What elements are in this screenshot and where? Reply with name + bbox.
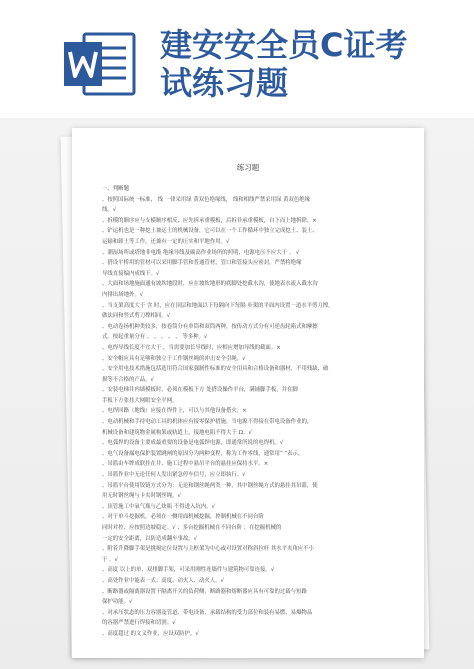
document-line: 、安全帽应具有足够和独立于工作钢丝绳的冲击安全引绳。√ xyxy=(102,355,246,362)
document-line: 、大面和场地施面通有坡坎地段时，应在坡坎地形的底脚处挖截水沟，使地表水流入截水沟 xyxy=(102,281,318,288)
document-line: 、安全用电技术措施包括选用符合国家强制性标准的安全用具和合格设备和器材，不用残缺、破 xyxy=(102,366,329,373)
document-line: 、电焊回路（地线）应接在焊件上，可以与其他设备搭火。× xyxy=(102,408,247,415)
document-line: 、对于单斗挖掘机，必须在一侧用面机械挖掘，控制机械在不同台阶 xyxy=(102,514,264,521)
document-line: 、铲运机也是一种挖土兼运土的机械设备，它可以在一个工作循环中独立完成挖土、装土、 xyxy=(102,228,318,235)
document-line: 内排出场地外。√ xyxy=(102,291,144,298)
document-line: 、附着升降脚手架是挑揭定位设置与主框架为中心或对设置对称斜拉杆 其水平夹角应不小 xyxy=(102,546,314,553)
document-line: 一定的安全距离，以防造成翻车事故。√ xyxy=(102,535,198,542)
document-line: 保护功能。√ xyxy=(102,599,133,606)
document-line: 机械设备和建筑物金属构架或轨道上，接地电阻不得大于 Ω。√ xyxy=(102,429,252,436)
document-line: 式。按起重量分有 、 、 、 、 、 等多种。√ xyxy=(102,334,208,341)
document-line: 、电气设备漏电保护装置跳闸的原因分为两种变程，称为工作零线，通常用“ ”表示。 xyxy=(102,450,304,457)
document-line: 、电动机械和手持电动工具的机体应有接零保护措施，当电源不得接在带电设备作业的， xyxy=(102,419,313,426)
document-line: 、吊篮作业中无论任何人发出紧急停车信号，应立即执行。√ xyxy=(102,472,246,479)
document-line: 导线直接编内成线下。√ xyxy=(102,270,160,277)
document-line: 、按照国际统一标准， 线 一律采用绿 黄双色绝缘线， 线和相线严禁采用绿 黄双色绝缘 xyxy=(102,196,311,203)
document-line: 、潮湿场所或塔地非电缆 绝缘导线及碳高作业场所的照明，电源电压不应大于 。 √ xyxy=(102,249,300,256)
document-line: 、拆模的顺序应与支模顺序相反，应先拆承重模板，后拆非承重模板，自下而上地拆除。× xyxy=(102,217,317,224)
document-line: 、电动卷扬机种类较多，按卷筒分有单筒和双筒两种，按传动方式分有可逆齿轮箱式和摩擦 xyxy=(102,323,318,330)
document-page xyxy=(72,128,424,658)
document-line: 手板下方张挂大网眼安全平网。 xyxy=(102,397,178,404)
page-title: 练习题 xyxy=(236,163,260,172)
document-line: 、搭设平桥用的管材可以采用脚手管和普通管材，管口和管接头应密封，严禁将绝缘 xyxy=(102,260,302,267)
document-line: 、吊篮由车牌成联挂在井、施工过程中悬吊平台的悬挂应保持水平。× xyxy=(102,461,269,468)
document-line: 运输和卸土等工作，还兼有一定的压实和平地作用。√ xyxy=(102,238,230,245)
document-line: 损等不合格的产品。√ xyxy=(102,376,154,383)
document-line: 、当支架高度大于 含 时，应在顶层和地面以下每隔向下每隔 步架的平面内设置一道水平剪刀撑， xyxy=(102,302,334,309)
document-line: 、高度 以上的单、双排脚手架，可采用刚性连墙件与建筑物可靠连接。√ xyxy=(102,567,275,574)
section-heading: 一、判断题 xyxy=(102,186,129,192)
document-body xyxy=(102,184,402,640)
document-line: 、电焊导线长度不宜大于 ，当需要加长导线时，应相应增加导线的截面。× xyxy=(102,344,281,351)
document-line: 线。√ xyxy=(102,207,117,214)
document-line: 、高处作业中能表一式：高度、动火人、动火人。√ xyxy=(102,577,225,584)
word-document-icon xyxy=(62,30,138,98)
document-line: 的容器严禁进行焊接和切割。√ xyxy=(102,620,176,627)
document-line: 用无时钢丝绳与卡夹时钢丝绳。√ xyxy=(102,493,181,500)
document-line: 做法同和竖式剪刀撑相同。√ xyxy=(102,313,171,320)
document-line: 、吊篮平台使用铰链方式分为：无论和钢丝绳两类一种，其中钢丝绳方式的悬挂其吊篮，使 xyxy=(102,482,318,489)
document-line: 、断路器或隔离器设置于隔离开关的负荷侧，断路器和熔断器应具有可靠的过载与短路 xyxy=(102,588,307,595)
document-line: 、对承压状态的压力容器及管道、带电设备、承载结构的受力部位和装有易燃、易爆物品 xyxy=(102,609,313,616)
document-line: 、顶管施工中氧气瓶与乙炔瓶 不得进入坑内。√ xyxy=(102,503,215,510)
document-line: 、高度超过 的文义作业，应设双防护。√ xyxy=(102,630,199,637)
document-title-line-1: 建安安全员C证考 xyxy=(160,26,408,64)
document-line: 同时对控，应按照边坡稳定。√ ；多台挖掘机械在不同台阶 ；在挖掘机械的 xyxy=(102,525,282,531)
document-title-line-2: 试练习题 xyxy=(160,64,289,102)
document-line: 、安装电梯井内墙模板时，必须在模板下方 处搭设操作平台，满铺脚手板，并在脚 xyxy=(102,387,298,394)
header xyxy=(0,0,474,118)
document-line: 、电弧焊的设备主要成最重要的设备是电弧焊电源，即通常所说的电焊机。√ xyxy=(102,440,284,447)
document-line: 于 。√ xyxy=(102,556,118,563)
